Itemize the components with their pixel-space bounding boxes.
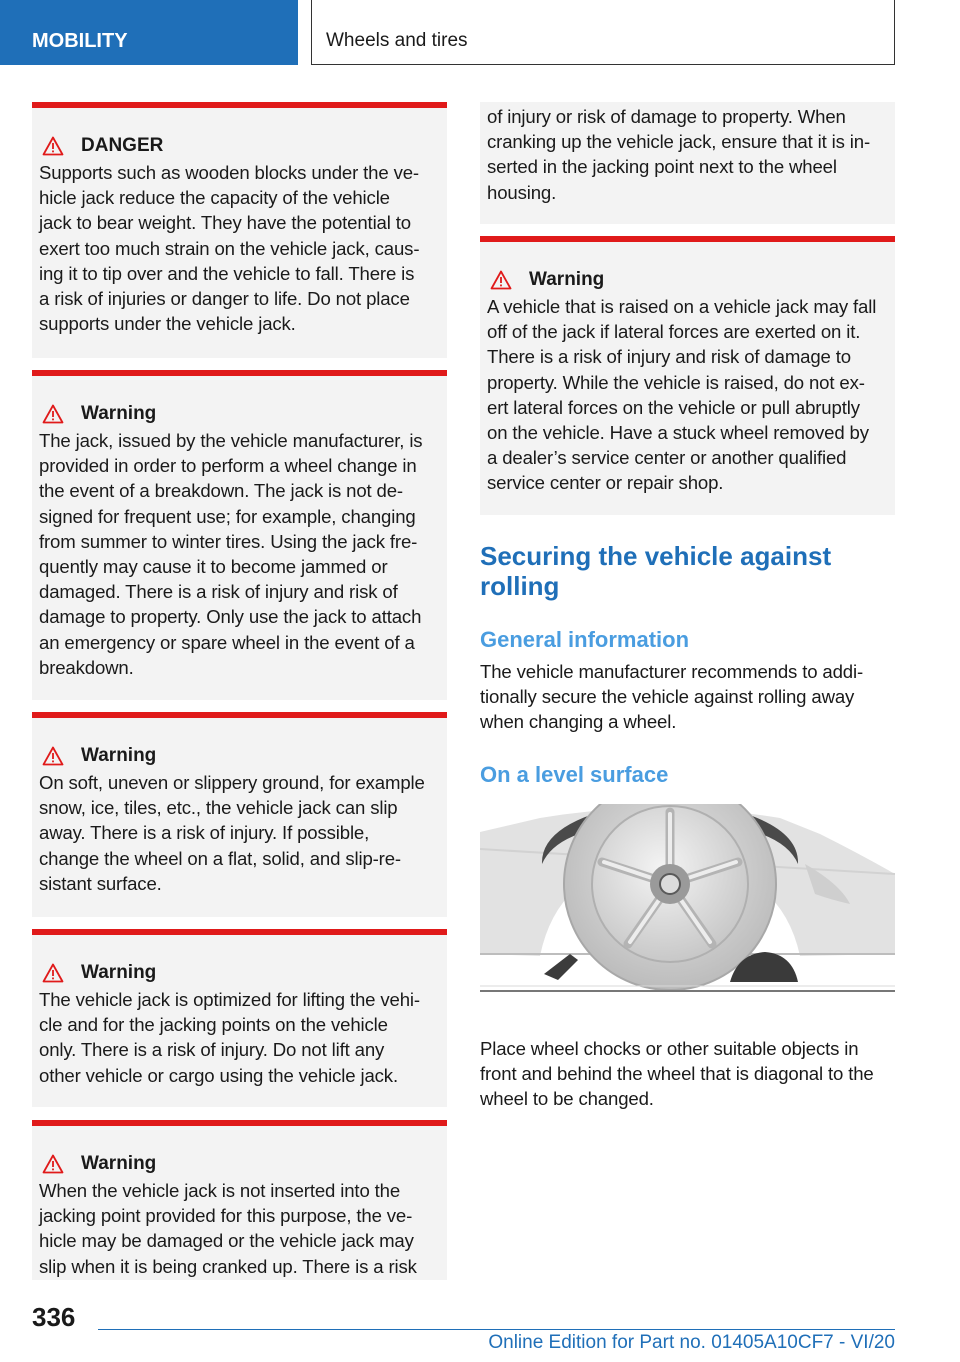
box-text [487, 104, 887, 205]
text-line: The jack, issued by the vehicle manufacturer, is [39, 430, 423, 451]
chapter-section-tab: MOBILITY [0, 0, 298, 65]
text-line: There is a risk of injury and risk of damage to [487, 346, 851, 368]
wheel-illustration [480, 804, 895, 990]
text-line: cle and for the jacking points on the vehicle [39, 1014, 388, 1036]
text-line: a dealer’s service center or another qualified [487, 447, 847, 469]
text-line: On soft, uneven or slippery ground, for example [39, 772, 425, 793]
text-line: damage to property. Only use the jack to attach [39, 606, 422, 628]
warning-triangle-icon [42, 746, 64, 766]
warning-triangle-icon [42, 136, 64, 156]
text-line: front and behind the wheel that is diagonal to the [480, 1063, 874, 1085]
box-title: Warning [81, 962, 157, 983]
level-surface-heading: On a level surface [480, 762, 669, 787]
box-text [39, 987, 439, 1088]
box-title-row [487, 266, 887, 294]
text-line: slip when it is being cranked up. There is a risk [39, 1255, 417, 1277]
edition-footer: Online Edition for Part no. 01405A10CF7 - VI/20 [488, 1332, 895, 1353]
text-line: wheel to be changed. [480, 1088, 654, 1110]
warning-triangle-icon [42, 404, 64, 424]
box-title-row [39, 742, 439, 770]
chapter-title: Wheels and tires [311, 0, 895, 65]
box-title: DANGER [81, 135, 164, 156]
text-line: jack to bear weight. They have the potential to [39, 212, 411, 234]
text-line: from summer to winter tires. Using the jack fre- [39, 530, 418, 552]
text-line: tionally secure the vehicle against rolling away [480, 686, 855, 708]
text-line: ert lateral forces on the vehicle or pull abruptly [487, 396, 860, 418]
box-title: Warning [81, 745, 157, 766]
text-line: change the wheel on a flat, solid, and slip-re- [39, 847, 401, 869]
section-title-line: rolling [480, 571, 560, 601]
text-line: supports under the vehicle jack. [39, 313, 296, 335]
wheel-chock-illustration [480, 804, 895, 992]
text-line: an emergency or spare wheel in the event of a [39, 631, 415, 653]
text-line: property. While the vehicle is raised, do not ex- [487, 371, 865, 393]
text-line: jacking point provided for this purpose, the ve- [39, 1205, 413, 1227]
box-title-row [39, 400, 439, 428]
text-line: hicle may be damaged or the vehicle jack may [39, 1230, 414, 1252]
warning-triangle-icon [42, 1154, 64, 1174]
text-line: provided in order to perform a wheel change in [39, 455, 417, 477]
text-line: snow, ice, tiles, etc., the vehicle jack can slip [39, 797, 398, 819]
text-line: the event of a breakdown. The jack is not de- [39, 480, 403, 502]
general-information-heading: General information [480, 627, 690, 652]
text-line: service center or repair shop. [487, 472, 724, 494]
warning-box-continued [480, 102, 895, 224]
warning-triangle-icon [490, 270, 512, 290]
text-line: hicle jack reduce the capacity of the vehicle [39, 187, 390, 209]
warning-box [32, 1120, 447, 1280]
text-line: on the vehicle. Have a stuck wheel removed by [487, 422, 869, 444]
text-line: The vehicle jack is optimized for lifting the vehi- [39, 989, 420, 1010]
text-line: A vehicle that is raised on a vehicle jack may fall [487, 296, 877, 317]
box-title: Warning [529, 269, 605, 290]
box-text [39, 428, 439, 680]
text-line: damaged. There is a risk of injury and risk of [39, 581, 398, 603]
figure-caption [480, 1036, 874, 1112]
page-number: 336 [32, 1302, 76, 1332]
text-line: serted in the jacking point next to the wheel [487, 156, 837, 178]
text-line: exert too much strain on the vehicle jack, caus- [39, 237, 420, 259]
text-line: breakdown. [39, 656, 134, 678]
section-title [480, 541, 831, 601]
box-text [39, 1178, 439, 1279]
box-title-row [39, 959, 439, 987]
text-line: only. There is a risk of injury. Do not lift any [39, 1039, 385, 1061]
text-line: cranking up the vehicle jack, ensure that it is in- [487, 131, 871, 153]
text-line: a risk of injuries or danger to life. Do not place [39, 288, 410, 310]
box-title: Warning [81, 1153, 157, 1174]
footer-rule [98, 1329, 895, 1330]
text-line: off of the jack if lateral forces are exerted on it. [487, 321, 861, 343]
text-line: Supports such as wooden blocks under the ve- [39, 162, 419, 183]
section-title-line: Securing the vehicle against [480, 541, 832, 571]
text-line: The vehicle manufacturer recommends to addi- [480, 661, 864, 682]
text-line: sistant surface. [39, 872, 162, 894]
warning-box [32, 370, 447, 700]
warning-box [480, 236, 895, 515]
text-line: when changing a wheel. [480, 711, 677, 733]
text-line: When the vehicle jack is not inserted into the [39, 1180, 401, 1201]
danger-box [32, 102, 447, 358]
box-title: Warning [81, 403, 157, 424]
text-line: signed for frequent use; for example, changing [39, 505, 416, 527]
text-line: ing it to tip over and the vehicle to fall. There is [39, 262, 415, 284]
text-line: other vehicle or cargo using the vehicle jack. [39, 1064, 398, 1086]
text-line: housing. [487, 181, 557, 203]
text-line: away. There is a risk of injury. If possible, [39, 822, 370, 844]
text-line: of injury or risk of damage to property. When [487, 106, 846, 127]
text-line: quently may cause it to become jammed or [39, 556, 388, 578]
general-information-text [480, 659, 863, 735]
text-line: Place wheel chocks or other suitable objects in [480, 1038, 859, 1059]
box-title-row [39, 132, 439, 160]
box-text [39, 770, 439, 896]
box-title-row [39, 1150, 439, 1178]
warning-box [32, 929, 447, 1107]
warning-triangle-icon [42, 963, 64, 983]
warning-box [32, 712, 447, 917]
box-text [39, 160, 439, 336]
box-text [487, 294, 887, 496]
